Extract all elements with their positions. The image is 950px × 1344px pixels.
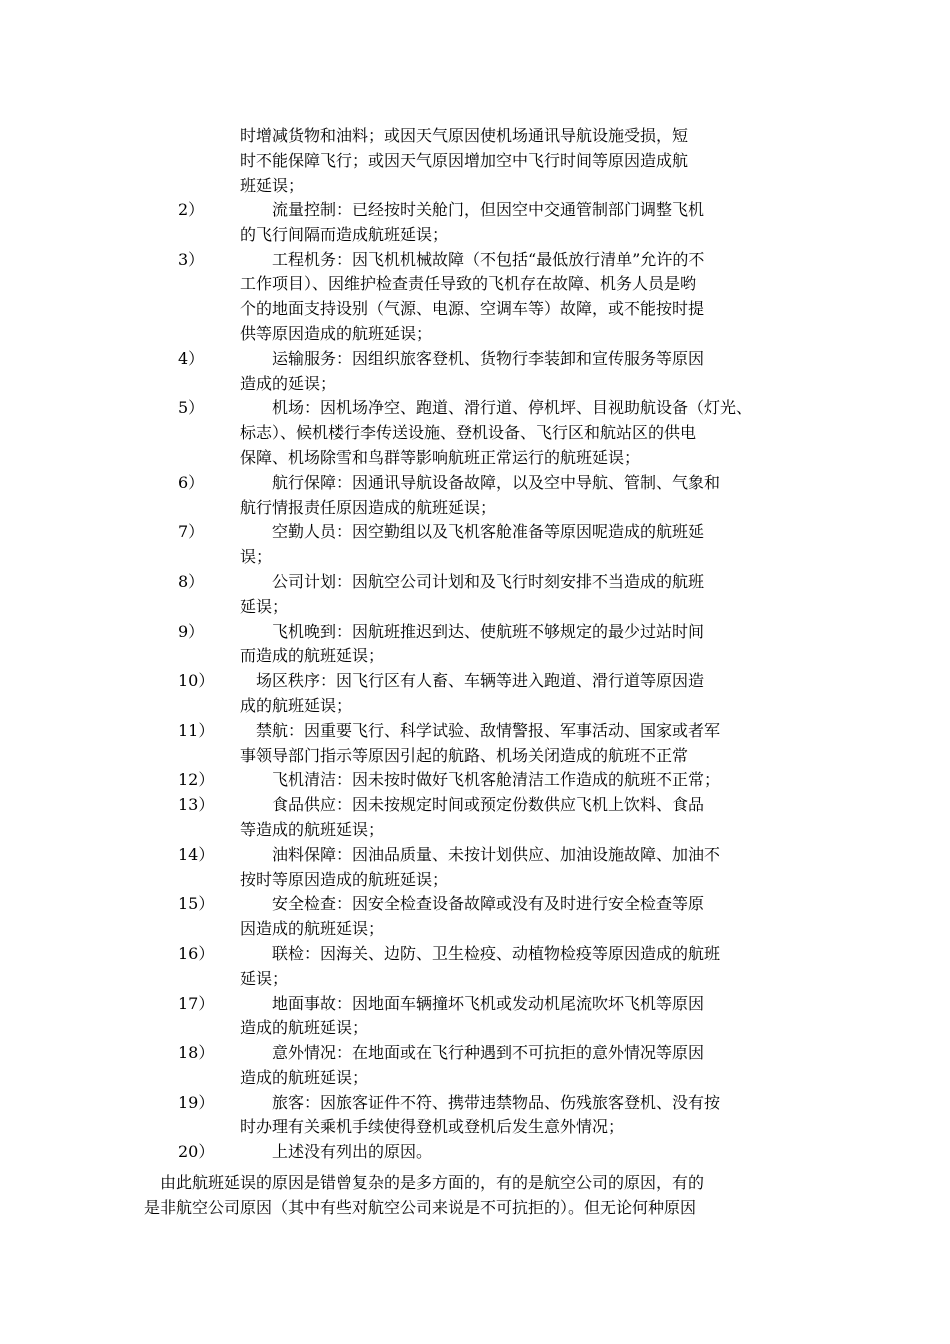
- item-text: [240, 843, 785, 893]
- text-line: 造成的航班延误；: [240, 1018, 369, 1038]
- text-line: 航行保障：因通讯导航设备故障，以及空中导航、管制、气象和: [240, 472, 721, 492]
- item-number: 17）: [178, 993, 215, 1013]
- item-text: [240, 396, 785, 470]
- list-item: [178, 520, 798, 570]
- text-line: 场区秩序：因飞行区有人畜、车辆等进入跑道、滑行道等原因造: [240, 671, 705, 691]
- list-item: [178, 347, 798, 397]
- item-number: 2）: [178, 200, 205, 219]
- item-number: 4）: [178, 348, 205, 368]
- text-line: 成的航班延误；: [240, 695, 353, 715]
- list-item: [178, 396, 798, 470]
- text-line: 运输服务：因组织旅客登机、货物行李装卸和宣传服务等原因: [240, 348, 705, 368]
- text-line: 造成的延误；: [240, 373, 337, 393]
- item-text: [240, 719, 785, 769]
- list-item: [178, 570, 798, 620]
- text-line: 标志）、候机楼行李传送设施、登机设备、飞行区和航站区的供电: [240, 423, 697, 443]
- item-text: [240, 1091, 785, 1141]
- text-line: 由此航班延误的原因是错曾复杂的是多方面的，有的是航空公司的原因，有的: [144, 1173, 705, 1192]
- item-number: 19）: [178, 1092, 215, 1112]
- text-line: 时办理有关乘机手续使得登机或登机后发生意外情况；: [240, 1117, 625, 1137]
- continuation-text: [240, 124, 780, 198]
- list-item: [178, 198, 798, 248]
- item-number: 7）: [178, 522, 205, 542]
- text-line: 时增减货物和油料；或因天气原因使机场通讯导航设施受损，短: [240, 126, 689, 145]
- summary-paragraph: [144, 1171, 824, 1221]
- item-number: 10）: [178, 671, 215, 691]
- list-item: [178, 248, 798, 347]
- item-text: [240, 471, 785, 521]
- text-line: 食品供应：因未按规定时间或预定份数供应飞机上饮料、食品: [240, 795, 705, 815]
- text-line: 公司计划：因航空公司计划和及飞行时刻安排不当造成的航班: [240, 571, 705, 591]
- list-item: [178, 719, 798, 769]
- item-text: [240, 793, 785, 843]
- text-line: 油料保障：因油品质量、未按计划供应、加油设施故障、加油不: [240, 844, 721, 864]
- text-line: 误；: [240, 547, 273, 567]
- text-line: 造成的航班延误；: [240, 1067, 369, 1087]
- list-item: [178, 793, 798, 843]
- list-item: [178, 892, 798, 942]
- text-line: 上述没有列出的原因。: [240, 1142, 433, 1162]
- item-text: [240, 892, 785, 942]
- item-number: 8）: [178, 571, 205, 591]
- text-line: 联检：因海关、边防、卫生检疫、动植物检疫等原因造成的航班: [240, 943, 721, 963]
- item-text: [240, 198, 785, 248]
- item-number: 6）: [178, 472, 205, 492]
- item-number: 13）: [178, 795, 215, 815]
- text-line: 飞机晚到：因航班推迟到达、使航班不够规定的最少过站时间: [240, 621, 705, 641]
- text-line: 是非航空公司原因（其中有些对航空公司来说是不可抗拒的）。但无论何种原因: [144, 1197, 697, 1217]
- item-text: [240, 1140, 785, 1165]
- text-line: 工程机务：因飞机机械故障（不包括“最低放行清单”允许的不: [240, 249, 705, 269]
- item-number: 18）: [178, 1043, 215, 1063]
- text-line: 个的地面支持设别（气源、电源、空调车等）故障，或不能按时提: [240, 299, 705, 319]
- item-number: 9）: [178, 621, 205, 641]
- text-line: 旅客：因旅客证件不符、携带违禁物品、伤残旅客登机、没有按: [240, 1092, 721, 1112]
- text-line: 空勤人员：因空勤组以及飞机客舱准备等原因呢造成的航班延: [240, 522, 705, 542]
- text-line: 而造成的航班延误；: [240, 646, 385, 666]
- item-text: [240, 347, 785, 397]
- item-text: [240, 570, 785, 620]
- item-text: [240, 992, 785, 1042]
- text-line: 延误；: [240, 596, 289, 616]
- text-line: 流量控制：已经按时关舱门，但因空中交通管制部门调整飞机: [240, 200, 705, 219]
- item-number: 3）: [178, 249, 205, 269]
- text-line: 等造成的航班延误；: [240, 819, 385, 839]
- item-number: 16）: [178, 943, 215, 963]
- text-line: 安全检查：因安全检查设备故障或没有及时进行安全检查等原: [240, 894, 705, 914]
- text-line: 机场：因机场净空、跑道、滑行道、停机坪、目视助航设备（灯光、: [240, 398, 753, 418]
- list-item: [178, 768, 798, 793]
- item-number: 12）: [178, 770, 215, 790]
- text-line: 飞机清洁：因未按时做好飞机客舱清洁工作造成的航班不正常；: [240, 770, 721, 790]
- text-line: 因造成的航班延误；: [240, 919, 385, 939]
- text-line: 保障、机场除雪和鸟群等影响航班正常运行的航班延误；: [240, 447, 641, 467]
- item-number: 20）: [178, 1142, 215, 1162]
- text-line: 时不能保障飞行；或因天气原因增加空中飞行时间等原因造成航: [240, 150, 689, 170]
- text-line: 的飞行间隔而造成航班延误；: [240, 224, 449, 244]
- list-item: [178, 942, 798, 992]
- text-line: 事领导部门指示等原因引起的航路、机场关闭造成的航班不正常: [240, 745, 689, 765]
- item-number: 14）: [178, 844, 215, 864]
- item-text: [240, 1041, 785, 1091]
- list-item: [178, 1091, 798, 1141]
- list-item: [178, 1140, 798, 1165]
- text-line: 地面事故：因地面车辆撞坏飞机或发动机尾流吹坏飞机等原因: [240, 993, 705, 1013]
- text-line: 工作项目）、因维护检查责任导致的飞机存在故障、机务人员是哟: [240, 274, 697, 294]
- item-text: [240, 669, 785, 719]
- list-item: [178, 471, 798, 521]
- list-item: [178, 620, 798, 670]
- list-item: [178, 843, 798, 893]
- text-line: 禁航：因重要飞行、科学试验、敌情警报、军事活动、国家或者军: [240, 720, 721, 740]
- item-number: 11）: [178, 720, 215, 740]
- text-line: 供等原因造成的航班延误；: [240, 323, 433, 343]
- list-item: [178, 1041, 798, 1091]
- item-text: [240, 248, 785, 347]
- item-text: [240, 768, 785, 793]
- list-item: [178, 669, 798, 719]
- item-number: 5）: [178, 398, 205, 418]
- list-item: [178, 992, 798, 1042]
- text-line: 班延误；: [240, 175, 305, 195]
- item-text: [240, 520, 785, 570]
- text-line: 航行情报责任原因造成的航班延误；: [240, 497, 497, 517]
- text-line: 意外情况：在地面或在飞行种遇到不可抗拒的意外情况等原因: [240, 1043, 705, 1063]
- delay-cause-list: [178, 198, 798, 1165]
- item-number: 15）: [178, 894, 215, 914]
- text-line: 按时等原因造成的航班延误；: [240, 869, 449, 889]
- item-text: [240, 620, 785, 670]
- item-text: [240, 942, 785, 992]
- text-line: 延误；: [240, 968, 289, 988]
